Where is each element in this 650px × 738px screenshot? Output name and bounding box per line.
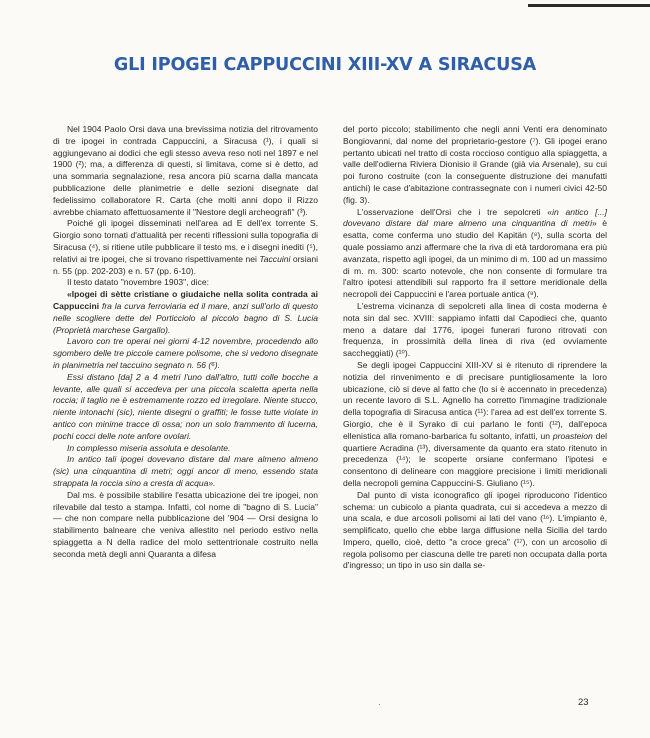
right-column <box>343 124 607 572</box>
italic-text: Taccuini <box>259 253 291 264</box>
italic-text: proasteion <box>552 430 593 441</box>
paragraph <box>343 360 607 490</box>
paragraph: Il testo datato "novembre 1903", dice: <box>67 277 209 288</box>
quote-paragraph: In antico tali ipogei dovevano distare dal mare almeno almeno (sic) una cinquantina di metri; oggi ancor di meno, essendo stata strappata la roccia sino a cresta di acqua». <box>53 454 318 488</box>
paragraph-text: » è esatta, come conferma uno studio del Kapitän (⁸), sulla scorta del quale possiamo anzi affermare che la riva di età tardoromana era più avanzata, rispetto agli ipogei, da un minimo di m. 100 ad un massimo di m. m. 300: scarto notevole, che non consente di formulare tra l'altro ipotesi attendibili sul rapporto fra il settore meridionale della necropoli dei Cappuccini e l'area portuale antica (⁹). <box>343 218 607 300</box>
bold-text: «Ipogei di sètte cristiane o giudaiche nella solita contrada ai Cappuccini <box>53 289 318 311</box>
center-mark: · <box>378 700 381 709</box>
paragraph: Dal ms. è possibile stabilire l'esatta ubicazione dei tre ipogei, non rilevabile dal testo a stampa. Infatti, col nome di "bagno di S. Lucia" — che non compare nella pubblicazione del '904 — Orsi designa lo stabilimento balneare che veniva allestito nel periodo estivo nella spiaggetta a N della radice del molo settentrionale costruito nella seconda metà degli anni Quaranta a difesa <box>53 489 318 559</box>
paragraph: L'estrema vicinanza di sepolcreti alla linea di costa moderna è nota sin dal sec. XVIII: sappiamo infatti dal Capodieci che, quanto meno a datare dal 1776, ipogei funerari furono ritrovati con frequenza, in prossimità della linea di riva (ed ovviamente saccheggiati) (¹⁰). <box>343 300 607 359</box>
quote-paragraph <box>53 289 318 336</box>
italic-text: fra la curva ferroviaria ed il mare, anzi sull'orlo di questo nelle scogliere dette del Porticciolo al piccolo bagno di S. Lucia (Proprietà marchese Gargallo). <box>53 300 318 335</box>
page-title: GLI IPOGEI CAPPUCCINI XIII-XV A SIRACUSA <box>113 55 537 75</box>
paragraph: del porto piccolo; stabilimento che negli anni Venti era denominato Bongiovanni, dal nome del proprietario-gestore (⁷). Gli ipogei erano pertanto ubicati nel tratto di costa roccioso contiguo alla spiaggetta, a valle dell'odierna Riviera Dionisio il Grande (già via Arsenale), su cui poi furono costruite (con la conseguente distruzione dei manufatti antichi) le case d'abitazione contrassegnate con i numeri civici 42-50 (fig. 3). <box>343 124 607 205</box>
paragraph: Nel 1904 Paolo Orsi dava una brevissima notizia del ritrovamento di tre ipogei in contrada Cappuccini, a Siracusa (¹), i quali si aggiungevano ai dodici che egli stesso aveva reso noti nel 1897 e nel 1900 (²); ma, a differenza di questi, si limitava, come si è detto, ad una sommaria segnalazione, resa ancora più scarna dalla mancata pubblicazione delle planimetrie e delle sezioni disegnate dal fedelissimo collaboratore R. Carta (che molti anni dopo il Rizzo avrebbe chiamato affettuosamente il "Nestore degli archeografi" (³). <box>53 124 318 217</box>
paragraph: Dal punto di vista iconografico gli ipogei riproducono l'identico schema: un cubicolo a pianta quadrata, cui si accedeva a mezzo di una scala, e due arcosoli polisomi ai lati del vano (¹⁶). L'impianto è, semplificato, quello che ebbe larga diffusione nella Sicilia del tardo Impero, quello, cioè, detto "a croce greca" (¹⁷), con un arcosolio di regola polisomo per ciascuna delle tre pareti non occupata dalla porta d'ingresso; un tipo in uso sin dalla se- <box>343 489 607 571</box>
left-column <box>53 124 318 560</box>
paragraph-text: Poiché gli ipogei disseminati nell'area ad E dell'ex torrente S. Giorgio sono tornati d'attualità per recenti riflessioni sulla topografia di Siracusa (⁴), si ritiene utile pubblicare il testo ms. e i disegni inediti (⁵), relativi ai tre ipogei, che si trovano rispettivamente nei <box>53 218 318 264</box>
quote-paragraph: Lavoro con tre operai nei giorni 4-12 novembre, procedendo allo sgombero delle tre piccole camere polisome, che si vedono disegnate in planimetria nel taccuino segnato n. 56 (⁶). <box>53 336 318 370</box>
page-number: 23 <box>578 697 589 708</box>
quote-paragraph: In complesso miseria assoluta e desolante. <box>67 442 231 453</box>
top-rule <box>528 4 650 7</box>
quote-paragraph: Essi distano [da] 2 a 4 metri l'uno dall'altro, tutti colle bocche a levante, alle quali si accedeva per una piccola scaletta aperta nella roccia; il taglio ne è estremamente rozzo ed irregolare. Niente stucco, niente intonachi (sic), niente disegni o graffiti; le fosse tutte violate in antico con minime tracce di ossa; non un solo frammento di lucerna, pochi cocci delle note anfore ovolari. <box>53 371 318 441</box>
paragraph <box>343 207 607 301</box>
paragraph-text: Se degli ipogei Cappuccini XIII-XV si è ritenuto di riprendere la notizia del rinvenimento e di precisare puntigliosamente la loro ubicazione, ciò si deve al fatto che (lo si è accennato in precedenza) un recente lavoro di S.L. Agnello ha corretto l'immagine tradizionale della topografia di Siracusa antica (¹¹): l'area ad est dell'ex torrente S. Giorgio, che è il Syrako di cui parlano le fonti (¹²), dall'epoca ellenistica alla romano-barbarica fu soltanto, infatti, un <box>343 359 607 441</box>
paragraph-text: L'osservazione dell'Orsi che i tre sepolcreti « <box>357 206 553 217</box>
paragraph-text: orsiani n. 55 (pp. 202-203) e n. 57 (pp. 6-10). <box>53 253 318 276</box>
paragraph-text: del quartiere Acradina (¹³), diversamente da quanto era stato ritenuto in precedenza (¹⁴); le scoperte orsiane confermano l'ipotesi e consentono di delineare con maggiore precisione i limiti meridionali della necropoli gemina Cappuccini-S. Giuliano (¹⁵). <box>343 430 607 488</box>
italic-text: in antico [...] dovevano distare dal mare almeno una cinquantina di metri <box>343 206 607 229</box>
paragraph <box>53 218 318 277</box>
